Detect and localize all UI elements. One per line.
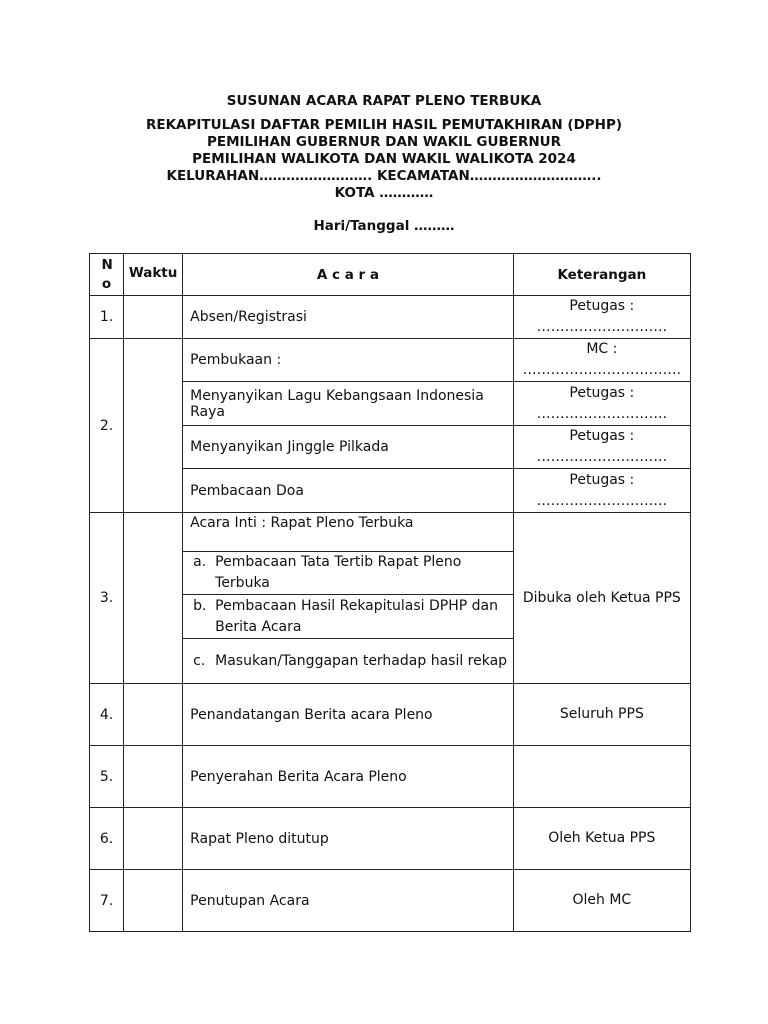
time-cell — [124, 870, 183, 932]
activity-cell — [183, 552, 514, 595]
agenda-table — [89, 253, 691, 932]
lettered-item — [183, 552, 513, 594]
note-line: ………………………. — [536, 405, 668, 422]
table-row — [90, 296, 691, 339]
item-line: Pembacaan Tata Tertib Rapat Pleno — [215, 554, 462, 570]
item-letter: c. — [193, 652, 206, 669]
note-line: ………………………. — [536, 449, 668, 465]
time-cell — [124, 296, 183, 339]
activity-cell: Penyerahan Berita Acara Pleno — [183, 746, 514, 808]
document-title: SUSUNAN ACARA RAPAT PLENO TERBUKA — [226, 93, 542, 109]
subtitle-line: PEMILIHAN GUBERNUR DAN WAKIL GUBERNUR — [206, 134, 562, 150]
table-header-row — [90, 254, 691, 296]
activity-cell — [183, 639, 514, 684]
item-letter: a. — [193, 554, 207, 570]
note-cell — [513, 746, 690, 808]
header-no-text: No — [101, 256, 113, 292]
row-number: 5. — [90, 746, 124, 808]
activity-cell: Penutupan Acara — [183, 870, 514, 932]
note-line: MC : — [586, 341, 618, 357]
activity-cell: Menyanyikan Jinggle Pilkada — [183, 426, 514, 469]
note-line: Petugas : — [569, 428, 635, 444]
header-time: Waktu — [124, 254, 183, 296]
subtitle-line: KOTA ………… — [334, 185, 434, 201]
note-cell — [513, 339, 690, 382]
item-text — [215, 596, 498, 638]
table-row — [90, 808, 691, 870]
table-row — [90, 870, 691, 932]
note-cell: Oleh MC — [513, 870, 690, 932]
note-line: ………………………. — [536, 492, 668, 509]
item-letter: b. — [193, 597, 207, 614]
note-cell — [513, 469, 690, 513]
table-row — [90, 746, 691, 808]
date-line: Hari/Tanggal ……… — [313, 218, 455, 234]
row-number: 2. — [90, 339, 124, 513]
item-text — [215, 552, 461, 594]
table-row — [90, 513, 691, 552]
subtitle-line: PEMILIHAN WALIKOTA DAN WAKIL WALIKOTA 2024 — [192, 151, 576, 167]
note-cell — [513, 382, 690, 426]
subtitle-line: REKAPITULASI DAFTAR PEMILIH HASIL PEMUTAKHIRAN (DPHP) — [145, 117, 623, 133]
subtitle-line: KELURAHAN……………………. KECAMATAN……………………….. — [166, 168, 602, 184]
note-line: Petugas : — [569, 298, 635, 314]
activity-cell: Pembukaan : — [183, 339, 514, 382]
note-cell: Oleh Ketua PPS — [513, 808, 690, 870]
note-cell — [513, 296, 690, 339]
table-row — [90, 684, 691, 746]
row-number: 6. — [90, 808, 124, 870]
row-number: 3. — [90, 513, 124, 684]
note-line: ………………………. — [536, 319, 668, 335]
time-cell — [124, 746, 183, 808]
item-line: Terbuka — [215, 575, 270, 591]
activity-cell — [183, 595, 514, 639]
time-cell — [124, 339, 183, 513]
activity-cell: Menyanyikan Lagu Kebangsaan Indonesia Raya — [183, 382, 514, 426]
row-number: 4. — [90, 684, 124, 746]
item-text: Masukan/Tanggapan terhadap hasil rekap — [215, 652, 508, 669]
activity-cell: Absen/Registrasi — [183, 296, 514, 339]
activity-cell: Pembacaan Doa — [183, 469, 514, 513]
row-number: 7. — [90, 870, 124, 932]
time-cell — [124, 808, 183, 870]
time-cell — [124, 684, 183, 746]
note-cell: Dibuka oleh Ketua PPS — [513, 513, 690, 684]
activity-cell: Acara Inti : Rapat Pleno Terbuka — [183, 513, 514, 552]
header-activity: A c a r a — [183, 254, 514, 296]
document-subtitle — [0, 117, 768, 202]
note-line: ……………………………. — [522, 362, 682, 378]
row-number: 1. — [90, 296, 124, 339]
activity-cell: Rapat Pleno ditutup — [183, 808, 514, 870]
note-line: Petugas : — [569, 471, 635, 488]
note-cell: Seluruh PPS — [513, 684, 690, 746]
table-row — [90, 339, 691, 382]
note-cell — [513, 426, 690, 469]
lettered-item — [183, 651, 513, 672]
header-note: Keterangan — [513, 254, 690, 296]
activity-cell: Penandatangan Berita acara Pleno — [183, 684, 514, 746]
item-line: Pembacaan Hasil Rekapitulasi DPHP dan — [215, 597, 498, 614]
lettered-item — [183, 596, 513, 638]
header-no — [90, 254, 124, 296]
note-line: Petugas : — [569, 384, 635, 401]
time-cell — [124, 513, 183, 684]
item-line: Berita Acara — [215, 618, 302, 635]
